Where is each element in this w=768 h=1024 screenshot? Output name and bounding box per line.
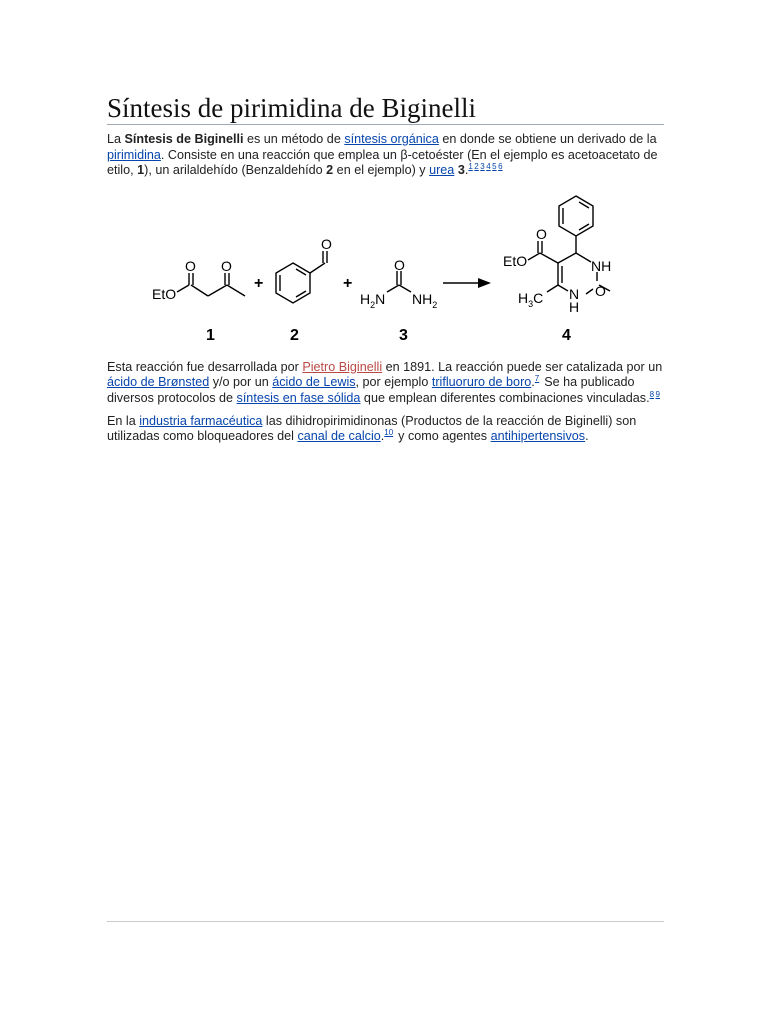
text: .	[585, 429, 589, 444]
bold-number: 1	[137, 163, 145, 178]
link-sintesis-fase-solida[interactable]: síntesis en fase sólida	[236, 390, 361, 405]
amine-label: $NH_2$	[412, 290, 438, 310]
text: La	[107, 132, 125, 146]
page-title: Síntesis de pirimidina de Biginelli	[107, 92, 664, 125]
plus-sign: +	[343, 274, 353, 292]
bold-number: 3	[457, 163, 465, 178]
methyl-label: $H_3C$	[518, 289, 544, 309]
link-acido-bronsted[interactable]: ácido de Brønsted	[107, 375, 210, 390]
text: en 1891. La reacción puede ser catalizada por un	[382, 359, 663, 374]
references	[650, 390, 662, 399]
carbonyl-label: O	[595, 282, 606, 299]
compound-1-ethyl-acetoacetate	[177, 273, 245, 296]
compound-3-urea	[387, 271, 411, 292]
biginelli-reaction-scheme	[107, 191, 664, 353]
link-canal-calcio[interactable]: canal de calcio	[297, 429, 381, 444]
ref-link[interactable]: 3	[480, 162, 485, 172]
link-industria-farmaceutica[interactable]: industria farmacéutica	[139, 413, 263, 428]
text: .	[380, 429, 385, 444]
text: . Consiste en una reacción que emplea un β-cetoéster (En el ejemplo es acetoacetato de etilo,	[107, 147, 658, 178]
ref-link[interactable]: 1	[468, 162, 473, 172]
compound-number-4: 4	[562, 326, 571, 344]
text: En la	[107, 413, 140, 428]
link-urea[interactable]: urea	[429, 163, 455, 178]
amine-label: $H_2N$	[360, 290, 386, 310]
text: .	[531, 375, 535, 390]
text: y/o por un	[209, 375, 273, 390]
text: ), un arilaldehído (Benzaldehído	[144, 163, 327, 178]
text: , por ejemplo	[355, 375, 432, 390]
compound-number-1: 1	[206, 326, 215, 344]
ring-nitrogen-label: N	[569, 285, 580, 302]
plus-sign: +	[254, 274, 264, 292]
text: es un método de	[243, 132, 345, 146]
text: y como agentes	[394, 429, 491, 444]
reaction-arrow	[443, 278, 491, 288]
eto-group-label: EtO	[503, 252, 528, 269]
oxygen-label: O	[221, 257, 232, 274]
bold-number: 2	[326, 163, 334, 178]
text: que emplean diferentes combinaciones vinculadas.	[360, 390, 650, 405]
applications-paragraph	[107, 414, 664, 445]
compound-4-dihydropyrimidinone	[528, 196, 610, 294]
compound-number-3: 3	[399, 326, 408, 344]
ring-hydrogen-label: H	[569, 298, 580, 315]
ref-link[interactable]: 7	[534, 374, 540, 384]
ref-link[interactable]: 9	[655, 389, 660, 399]
compound-2-benzaldehyde	[276, 251, 327, 303]
compound-number-2: 2	[290, 326, 299, 344]
link-pirimidina[interactable]: pirimidina	[107, 147, 161, 162]
nh-label: NH	[591, 257, 612, 274]
ref-link[interactable]: 6	[498, 162, 503, 172]
text: las dihidropirimidinonas (Productos de la reacción de Biginelli) son utilizadas como bloqueadores del	[107, 413, 637, 444]
link-sintesis-organica[interactable]: síntesis orgánica	[344, 132, 439, 146]
oxygen-label: O	[536, 225, 547, 242]
intro-paragraph	[107, 132, 664, 179]
ref-link[interactable]: 4	[486, 162, 491, 172]
text: en donde se obtiene un derivado de la	[438, 132, 657, 146]
references	[468, 162, 504, 171]
text: Esta reacción fue desarrollada por	[107, 359, 303, 374]
link-antihipertensivos[interactable]: antihipertensivos	[490, 429, 586, 444]
history-paragraph	[107, 360, 664, 407]
ref-link[interactable]: 5	[492, 162, 497, 172]
text: .	[464, 163, 469, 178]
oxygen-label: O	[321, 235, 332, 252]
ref-link[interactable]: 2	[474, 162, 479, 172]
text: en el ejemplo) y	[333, 163, 430, 178]
ref-link[interactable]: 10	[384, 428, 394, 438]
link-acido-lewis[interactable]: ácido de Lewis	[272, 375, 356, 390]
text: Se ha publicado diversos protocolos de	[107, 375, 635, 405]
bold-term: Síntesis de Biginelli	[124, 132, 244, 146]
link-trifluoruro-boro[interactable]: trifluoruro de boro	[431, 375, 532, 390]
oxygen-label: O	[394, 256, 405, 273]
footer-divider	[107, 921, 664, 922]
oxygen-label: O	[185, 257, 196, 274]
eto-group-label: EtO	[152, 285, 177, 302]
link-pietro-biginelli[interactable]: Pietro Biginelli	[302, 359, 383, 374]
references	[384, 428, 394, 437]
article-content	[107, 92, 664, 445]
ref-link[interactable]: 8	[649, 389, 655, 399]
